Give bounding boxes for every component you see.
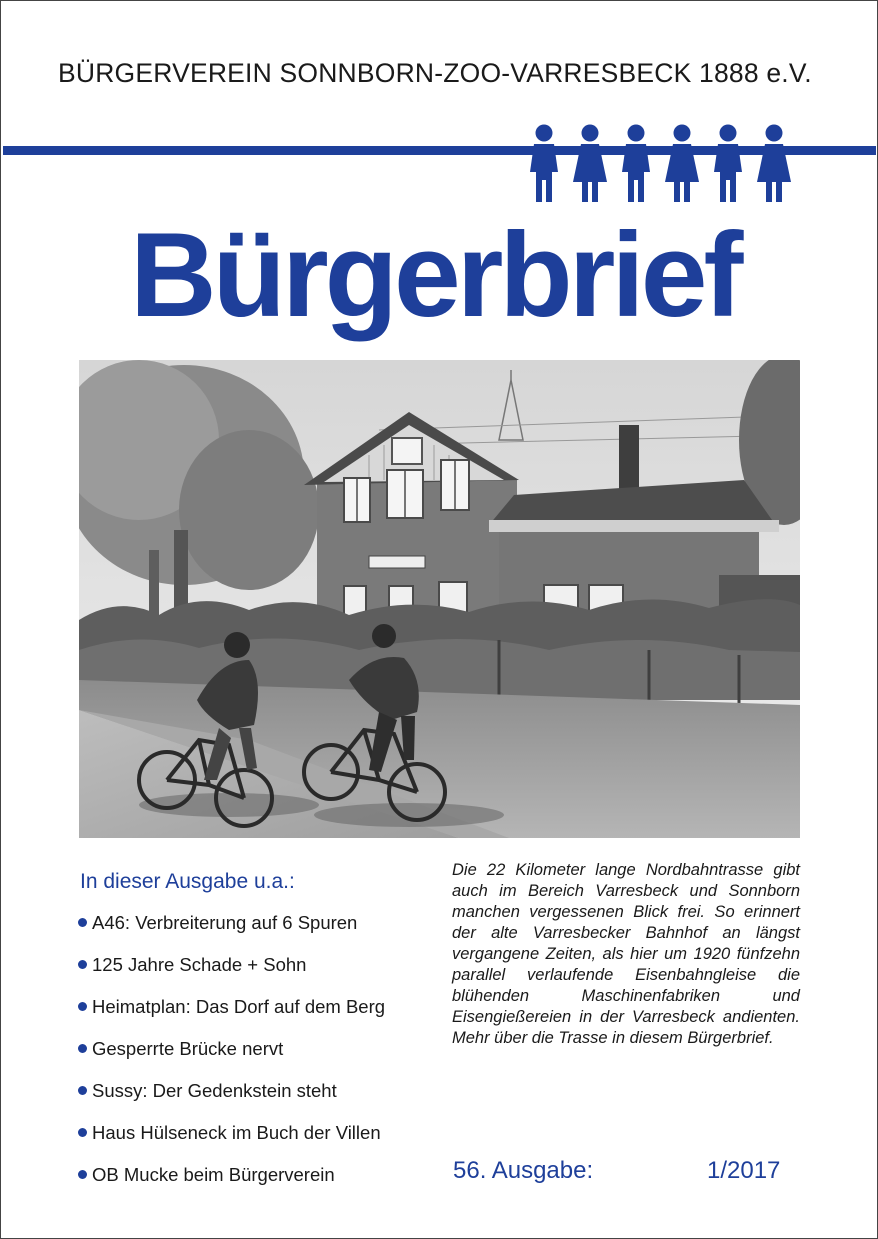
six-people-figures-icon — [524, 124, 804, 204]
toc-item: Heimatplan: Das Dorf auf dem Berg — [78, 996, 385, 1018]
issue-number: 1/2017 — [707, 1157, 781, 1184]
toc-item: A46: Verbreiterung auf 6 Spuren — [78, 912, 357, 934]
organization-name: BÜRGERVEREIN SONNBORN-ZOO-VARRESBECK 1888 e.V. — [58, 58, 812, 88]
bullet-icon — [78, 1044, 87, 1053]
toc-heading: In dieser Ausgabe u.a.: — [80, 870, 295, 893]
cover-photo — [79, 360, 800, 838]
toc-item: Gesperrte Brücke nervt — [78, 1038, 283, 1060]
bullet-icon — [78, 1128, 87, 1137]
toc-item: 125 Jahre Schade + Sohn — [78, 954, 306, 976]
toc-item: OB Mucke beim Bürgerverein — [78, 1164, 335, 1186]
bullet-icon — [78, 918, 87, 927]
bullet-icon — [78, 960, 87, 969]
toc-item: Sussy: Der Gedenkstein steht — [78, 1080, 337, 1102]
bahnhof-photo-icon — [79, 360, 800, 838]
toc-item: Haus Hülseneck im Buch der Villen — [78, 1122, 381, 1144]
bullet-icon — [78, 1170, 87, 1179]
bullet-icon — [78, 1086, 87, 1095]
photo-caption: Die 22 Kilometer lange Nordbahntrasse gibt auch im Bereich Varresbeck und Sonnborn manchen vergessenen Blick frei. So erinnert der alte Varresbecker Bahnhof an längst vergangene Zeiten, als hier um 1920 fünfzehn parallel verlaufende Eisenbahngleise die blühenden Maschinenfabriken und Eisengießereien in der Varresbeck andienten. Mehr über die Trasse in diesem Bürgerbrief. — [452, 861, 800, 1047]
issue-label: 56. Ausgabe: — [453, 1157, 594, 1184]
bullet-icon — [78, 1002, 87, 1011]
masthead-title: Bürgerbrief — [130, 208, 740, 342]
